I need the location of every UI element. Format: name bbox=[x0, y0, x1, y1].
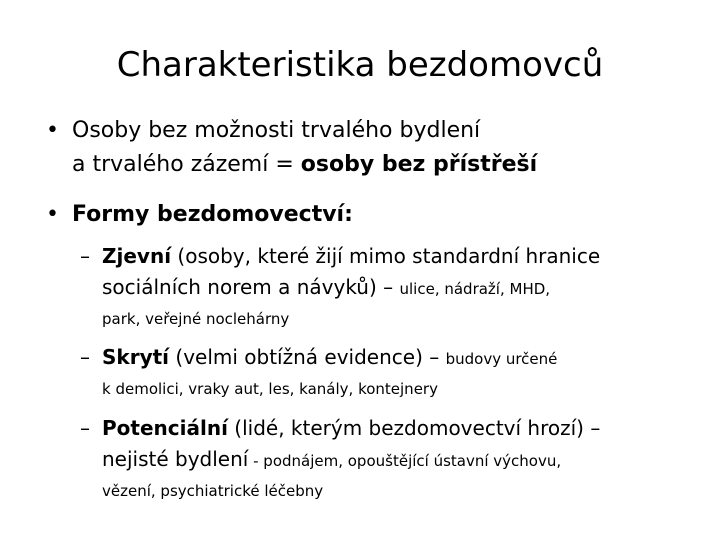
bullet-marker: • bbox=[46, 118, 59, 143]
dash-marker: – bbox=[80, 345, 90, 369]
bullet-line-2-prefix: a trvalého zázemí = bbox=[72, 152, 301, 177]
sub-item-line-1-small: budovy určené bbox=[445, 350, 558, 368]
bullet-line-2-bold: osoby bez přístřeší bbox=[300, 152, 538, 177]
bullet-item-homeless-definition bbox=[46, 114, 706, 182]
sub-item-skryti bbox=[80, 342, 705, 401]
bullet-item-forms bbox=[46, 198, 706, 232]
sub-item-zjevni bbox=[80, 241, 705, 331]
sub-item-text bbox=[102, 413, 705, 503]
sub-item-text bbox=[102, 342, 705, 401]
bullet-bold-heading: Formy bezdomovectví: bbox=[72, 202, 353, 227]
bullet-text bbox=[72, 198, 706, 232]
sub-item-text bbox=[102, 241, 705, 331]
sub-item-potencialni bbox=[80, 413, 705, 503]
sub-item-line-3: vězení, psychiatrické léčebny bbox=[102, 482, 324, 500]
sub-item-line-2-small: - podnájem, opouštějící ústavní výchovu, bbox=[248, 452, 562, 470]
sub-item-line-3: park, veřejné noclehárny bbox=[102, 310, 290, 328]
sub-item-line-2: sociálních norem a návyků) – bbox=[102, 275, 400, 299]
bullet-text bbox=[72, 114, 706, 182]
sub-item-line-1: (velmi obtížná evidence) – bbox=[169, 345, 446, 369]
sub-item-line-1: (osoby, které žijí mimo standardní hranice bbox=[171, 244, 601, 268]
slide-title: Charakteristika bezdomovců bbox=[116, 45, 604, 85]
bullet-marker: • bbox=[46, 202, 59, 227]
sub-item-bold: Zjevní bbox=[102, 244, 172, 268]
dash-marker: – bbox=[80, 416, 90, 440]
sub-item-line-2: k demolici, vraky aut, les, kanály, kontejnery bbox=[102, 380, 438, 398]
dash-marker: – bbox=[80, 244, 90, 268]
sub-item-line-2: nejisté bydlení bbox=[102, 447, 249, 471]
sub-item-bold: Skrytí bbox=[102, 345, 170, 369]
sub-item-bold: Potenciální bbox=[102, 416, 228, 440]
sub-item-line-2-small: ulice, nádraží, MHD, bbox=[399, 280, 551, 298]
bullet-line-1: Osoby bez možnosti trvalého bydlení bbox=[72, 118, 481, 143]
sub-item-line-1: (lidé, kterým bezdomovectví hrozí) – bbox=[227, 416, 601, 440]
